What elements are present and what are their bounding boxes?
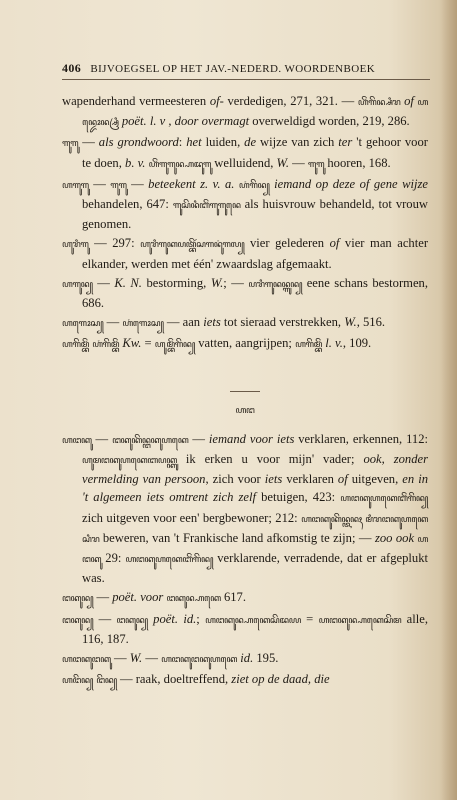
entry-text: —: [126, 176, 149, 191]
italic-text: ook, zonder vermelding van persoon: [82, 452, 429, 487]
dictionary-entry: [62, 670, 428, 690]
entry-text: beweren, van 't Frankische land afkomstig te zijn; —: [99, 530, 375, 545]
entry-text: —: [289, 155, 308, 170]
entry-text: uitgeven,: [347, 472, 403, 487]
entry-text: zich uitgeven voor een' bergbewoner; 212:: [82, 510, 302, 525]
italic-text: de: [244, 135, 257, 150]
italic-text: id.: [240, 651, 254, 666]
entry-text: 't gehoor voor te doen,: [82, 135, 428, 170]
header-rule: [62, 79, 430, 80]
italic-text: ter: [338, 135, 353, 150]
entry-text: ; —: [223, 275, 249, 290]
javanese-script: ꦲꦁꦒꦼꦤ꧀: [238, 180, 270, 191]
dictionary-body: [62, 92, 428, 690]
entry-text: verdedigen, 271, 321. —: [223, 94, 358, 108]
italic-text: beteekent z. v. a.: [148, 176, 235, 191]
entry-text: wijze van zich: [256, 135, 339, 150]
javanese-script: ꦩꦶꦫꦔꦏꦸꦲꦏꦺꦱꦶꦫ: [82, 514, 428, 545]
entries-bottom: [62, 430, 428, 691]
entry-text: ;: [196, 611, 206, 626]
italic-text: of: [329, 236, 340, 251]
entry-text: luiden,: [201, 135, 245, 150]
italic-text: b. v.: [125, 155, 146, 170]
entry-text: eene schans bestormen, 686.: [82, 275, 428, 311]
italic-text: W.: [276, 155, 290, 170]
javanese-script: ꦥꦫꦶꦒꦸꦤꦤ꧀ꦒꦸꦤ꧀: [248, 279, 303, 290]
javanese-script: ꦲꦔꦏꦸ: [82, 534, 428, 566]
javanese-script: ꦲꦒꦼꦩ꧀ꦧꦼꦁ: [295, 340, 323, 351]
javanese-script: ꦲꦔꦏꦸꦤ꧀ꦲꦏꦺꦱꦼꦩ: [318, 615, 402, 626]
javanese-script: ꦲꦼꦁꦒꦸꦒꦸꦤ꧀ꦲꦢꦸꦒꦸ: [148, 159, 212, 170]
entry-text: 29:: [101, 551, 126, 566]
dictionary-entry: [62, 175, 428, 234]
dictionary-entry: [62, 334, 428, 354]
javanese-script: ꦲꦔꦼꦤ꧀: [62, 676, 94, 687]
javanese-script: ꦲꦔꦏꦸꦲꦏꦺꦧꦼꦁꦒꦼꦤ꧀: [125, 555, 214, 566]
javanese-script: ꦲꦔꦏꦸꦤ꧀ꦲꦏꦺꦱꦼꦢꦪ: [205, 615, 301, 626]
italic-text: W.: [210, 275, 224, 290]
entry-text: , 109.: [342, 336, 372, 351]
javanese-script: ꦔꦏꦸꦤ꧀ꦲꦏꦺ: [166, 594, 221, 605]
section-divider: [230, 391, 260, 392]
entry-text: tot sieraad verstrekken,: [220, 315, 345, 330]
javanese-script: ꦲꦁꦒꦼꦩ꧀ꦧꦼꦁ: [92, 340, 120, 351]
javanese-script: ꦲꦤ꧀ꦢꦺꦴꦤ꧀ꦱꦿꦶ: [82, 98, 428, 129]
italic-text: ziet op de daad, die: [231, 672, 330, 687]
javanese-script: ꦲꦔꦏꦸꦔꦏꦸꦲꦏꦺ: [161, 655, 238, 666]
entry-text: —: [92, 275, 115, 290]
italic-text: of: [337, 472, 348, 487]
entry-text: , 516.: [356, 315, 386, 330]
javanese-script: ꦒꦸꦒꦸ: [62, 139, 79, 150]
javanese-script: ꦒꦸꦒꦸ: [307, 159, 325, 170]
italic-text: als grondwoord: [98, 135, 179, 150]
javanese-script: ꦲꦸꦩ꧀ꦧꦼꦁꦒꦼꦤ꧀: [154, 340, 196, 351]
entry-text: —: [110, 651, 130, 666]
javanese-script: ꦲꦔꦏꦸꦔꦏꦸ: [62, 655, 111, 666]
section-mark: ꦲꦔ: [235, 405, 255, 416]
italic-text: en in 't algemeen iets omtrent zich zelf: [82, 472, 428, 505]
javanese-script: ꦔꦏꦸꦤ꧀: [116, 615, 148, 626]
javanese-script: ꦲꦼꦁꦒꦼꦤ꧀ꦱꦶꦫ: [357, 98, 401, 108]
dictionary-entry: [62, 92, 428, 132]
dictionary-entry: [62, 274, 428, 312]
dictionary-entry: [62, 234, 428, 272]
entry-text: overweldigd worden, 219, 286.: [249, 114, 410, 129]
entry-text: ik erken u voor mijn' vader;: [176, 452, 364, 467]
javanese-script: ꦲꦁꦒꦺꦴꦱ꧀: [122, 319, 164, 330]
javanese-script: ꦲꦔꦏꦸꦲꦏꦺꦧꦼꦁꦒꦼꦤ꧀: [340, 494, 428, 505]
dictionary-entry: [62, 610, 428, 648]
entry-text: verklaren, erkennen, 112:: [294, 431, 428, 446]
italic-text: het: [186, 135, 202, 150]
javanese-script: ꦲꦒꦸꦤ꧀: [62, 279, 93, 290]
running-title: BIJVOEGSEL OP HET JAV.-NEDERD. WOORDENBOEK: [90, 63, 376, 75]
entry-text: —: [91, 431, 113, 446]
italic-text: id.: [183, 611, 197, 626]
javanese-script: ꦔꦏꦸꦤ꧀: [62, 594, 94, 605]
entry-text: wapenderhand vermeesteren: [62, 94, 210, 108]
italic-text: l. v.: [325, 336, 343, 351]
entry-text: — aan: [163, 315, 204, 330]
dictionary-entry: [62, 133, 428, 173]
entry-text: —: [78, 135, 99, 150]
entry-text: verklarende, verradende, dat er afgeplukt was.: [82, 551, 429, 586]
entry-text: welluidend,: [211, 155, 277, 170]
italic-text: poët.: [112, 590, 138, 605]
italic-text: of-: [209, 94, 224, 108]
dictionary-entry: [62, 649, 428, 669]
javanese-script: ꦲꦒꦺꦴꦱ꧀: [62, 319, 104, 330]
javanese-script: ꦔꦏꦸꦏꦼꦤ꧀ꦔꦏꦸꦲꦏꦺ: [112, 435, 189, 446]
italic-text: K. N.: [114, 275, 142, 290]
italic-text: iets: [203, 315, 221, 330]
italic-text: of: [400, 94, 418, 108]
italic-text: voor: [140, 590, 164, 605]
entry-text: —: [142, 651, 162, 666]
javanese-script: ꦒꦸꦒꦸ: [110, 180, 127, 191]
javanese-script: ꦒꦸꦱꦼꦤꦶꦧꦼꦁꦒꦸꦒꦸꦤꦺ: [172, 201, 241, 212]
entry-text: :: [178, 135, 187, 150]
page-number: 406: [62, 61, 82, 75]
entry-text: — 297:: [88, 236, 141, 251]
italic-text: Kw.: [122, 336, 142, 351]
entry-text: vatten, aangrijpen;: [195, 336, 296, 351]
entry-text: hooren, 168.: [324, 155, 391, 170]
entries-top: [62, 92, 428, 355]
javanese-script: ꦲꦔꦏꦸꦏꦼꦤ꧀ꦠꦤꦃ: [301, 514, 362, 525]
entry-text: —: [93, 611, 117, 626]
entry-text: als huisvrouw behandeld, tot vrouw genomen.: [82, 197, 428, 232]
javanese-script: ꦲꦔꦏꦸ: [62, 435, 92, 446]
entry-text: 195.: [253, 651, 279, 666]
javanese-script: ꦔꦏꦸꦤ꧀: [62, 615, 94, 626]
javanese-script: ꦲꦒꦼꦩ꧀ꦧꦼꦁ: [62, 340, 90, 351]
italic-text: iemand op deze of gene wijze: [274, 176, 428, 191]
entry-text: —: [103, 315, 123, 330]
entry-text: 617.: [220, 590, 246, 605]
entry-text: —: [88, 176, 111, 191]
entry-text: — raak, doeltreffend,: [116, 672, 232, 687]
entry-text: =: [141, 336, 155, 351]
italic-text: zoo ook: [374, 530, 415, 545]
italic-text: iets: [264, 472, 283, 487]
page-edge-shadow: [441, 0, 457, 800]
javanese-script: ꦔꦼꦤ꧀: [96, 676, 117, 687]
dictionary-entry: [62, 430, 428, 588]
italic-text: iemand voor iets: [208, 431, 295, 446]
entry-text: alle, 116, 187.: [82, 611, 428, 646]
italic-text: W.: [129, 651, 143, 666]
dictionary-entry: [62, 313, 428, 333]
italic-text: W.: [344, 315, 357, 330]
javanese-script: ꦲꦸꦫꦶꦒꦸ: [62, 240, 89, 251]
entry-text: betuigen, 423:: [256, 490, 341, 505]
entry-text: =: [300, 611, 319, 626]
italic-text: poët. l. v , door overmagt: [118, 114, 250, 129]
italic-text: poët.: [153, 611, 178, 626]
entry-text: , zich voor: [205, 472, 265, 487]
javanese-script: ꦲꦸꦩꦔꦏꦸꦲꦏꦺꦧꦥꦏ꧀ꦏꦸ: [82, 456, 177, 467]
javanese-script: ꦲꦸꦫꦶꦒꦸꦏꦥꦠ꧀ꦧꦼꦂꦱꦒꦤꦸꦁꦒꦭ꧀: [140, 240, 245, 251]
entry-text: vier man achter elkander, werden met één' zwaardslag afgemaakt.: [82, 236, 429, 271]
entry-text: behandelen, 647:: [82, 197, 173, 212]
entry-text: bestorming,: [141, 275, 211, 290]
javanese-script: ꦲꦒꦸꦒꦸ: [62, 180, 89, 191]
entry-text: —: [93, 590, 113, 605]
entry-text: —: [188, 431, 209, 446]
dictionary-entry: [62, 588, 428, 608]
entry-text: vier gelederen: [244, 236, 330, 251]
running-header: [62, 61, 434, 76]
entry-text: verklaren: [282, 472, 338, 487]
